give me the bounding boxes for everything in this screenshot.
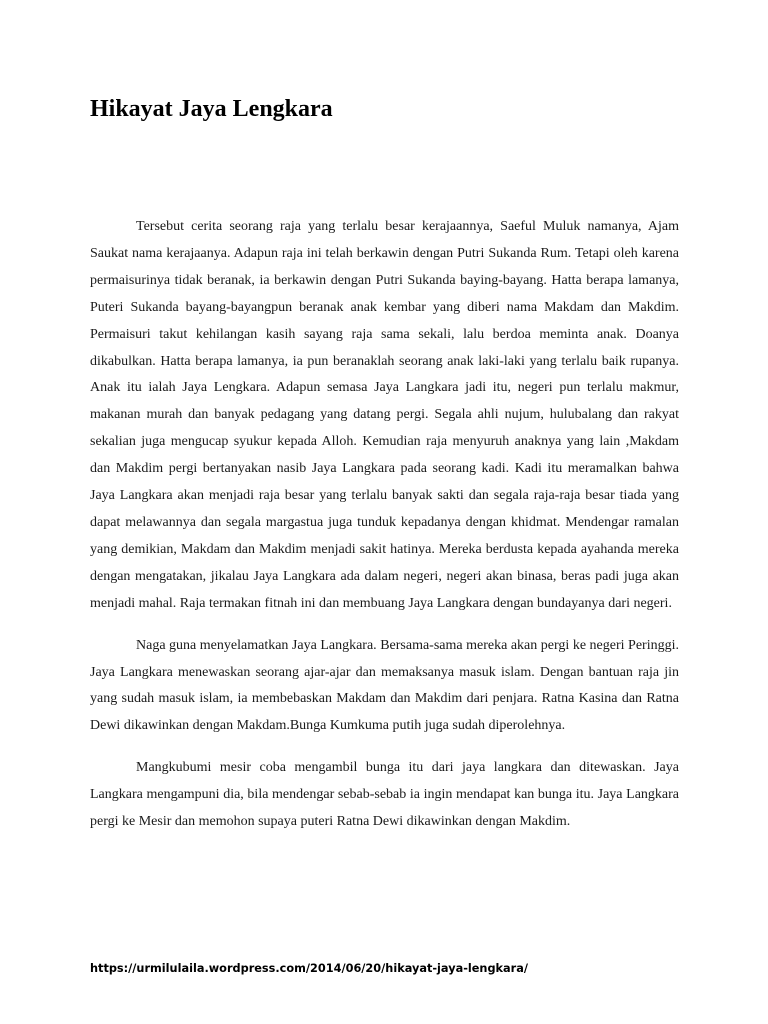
document-body	[90, 214, 679, 851]
document-title: Hikayat Jaya Lengkara	[90, 96, 333, 122]
source-url: https://urmilulaila.wordpress.com/2014/06/20/hikayat-jaya-lengkara/	[90, 962, 529, 975]
paragraph-3: Mangkubumi mesir coba mengambil bunga itu dari jaya langkara dan ditewaskan. Jaya Langkara mengampuni dia, bila mendengar sebab-sebab ia ingin mendapat kan bunga itu. Jaya Langkara pergi ke Mesir dan memohon supaya puteri Ratna Dewi dikawinkan dengan Makdim.	[90, 760, 679, 830]
paragraph-2: Naga guna menyelamatkan Jaya Langkara. Bersama-sama mereka akan pergi ke negeri Peringgi. Jaya Langkara menewaskan seorang ajar-ajar dan memaksanya masuk islam. Dengan bantuan raja jin yang sudah masuk islam, ia membebaskan Makdam dan Makdim dari penjara. Ratna Kasina dan Ratna Dewi dikawinkan dengan Makdam.Bunga Kumkuma putih juga sudah diperolehnya.	[90, 637, 679, 734]
paragraph-1: Tersebut cerita seorang raja yang terlalu besar kerajaannya, Saeful Muluk namanya, Ajam Saukat nama kerajaanya. Adapun raja ini telah berkawin dengan Putri Sukanda Rum. Tetapi oleh karena permaisurinya tidak beranak, ia berkawin dengan Putri Sukanda baying-bayang. Hatta berapa lamanya, Puteri Sukanda bayang-bayangpun beranak anak kembar yang diberi nama Makdam dan Makdim. Permaisuri takut kehilangan kasih sayang raja sama sekali, lalu berdoa meminta anak. Doanya dikabulkan. Hatta berapa lamanya, ia pun beranaklah seorang anak laki-laki yang terlalu baik rupanya. Anak itu ialah Jaya Lengkara. Adapun semasa Jaya Langkara jadi itu, negeri pun terlalu makmur, makanan murah dan banyak pedagang yang datang pergi. Segala ahli nujum, hulubalang dan rakyat sekalian juga mengucap syukur kepada Alloh. Kemudian raja menyuruh anaknya yang lain ,Makdam dan Makdim pergi bertanyakan nasib Jaya Langkara pada seorang kadi. Kadi itu meramalkan bahwa Jaya Langkara akan menjadi raja besar yang terlalu banyak sakti dan segala raja-raja besar tiada yang dapat melawannya dan segala margastua juga tunduk kepadanya dengan khidmat. Mendengar ramalan yang demikian, Makdam dan Makdim menjadi sakit hatinya. Mereka berdusta kepada ayahanda mereka dengan mengatakan, jikalau Jaya Langkara ada dalam negeri, negeri akan binasa, beras padi juga akan menjadi mahal. Raja termakan fitnah ini dan membuang Jaya Langkara dengan bundayanya dari negeri.	[90, 219, 679, 611]
